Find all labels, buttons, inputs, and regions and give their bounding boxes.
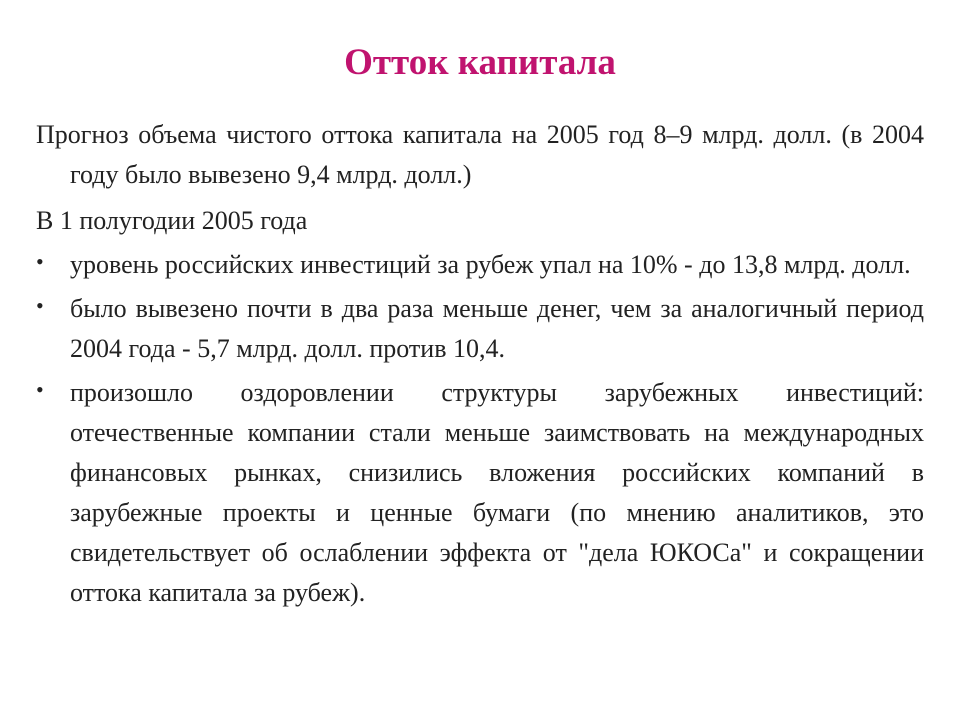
bullet-item: [36, 289, 924, 369]
bullet-item: [36, 245, 924, 285]
slide-title: Отток капитала: [344, 42, 616, 83]
bullet-icon: •: [36, 293, 44, 318]
period-heading: В 1 полугодии 2005 года: [36, 206, 308, 235]
bullet-icon: •: [36, 377, 44, 402]
bullet-item: [36, 373, 924, 613]
forecast-paragraph: Прогноз объема чистого оттока капитала на 2005 год 8–9 млрд. долл. (в 2004 году было вывезено 9,4 млрд. долл.): [36, 120, 924, 189]
bullet-icon: •: [36, 249, 44, 274]
slide-body: [36, 115, 924, 613]
bullet-text: произошло оздоровлении структуры зарубежных инвестиций: отечественные компании стали меньше заимствовать на международных финансовых рынках, снизились вложения российских компаний в зарубежные проекты и ценные бумаги (по мнению аналитиков, это свидетельствует об ослаблении эффекта от "дела ЮКОСа" и сокращении оттока капитала за рубеж).: [70, 378, 924, 607]
bullet-text: было вывезено почти в два раза меньше денег, чем за аналогичный период 2004 года - 5,7 млрд. долл. против 10,4.: [70, 294, 924, 363]
bullet-text: уровень российских инвестиций за рубеж упал на 10% - до 13,8 млрд. долл.: [70, 250, 911, 279]
